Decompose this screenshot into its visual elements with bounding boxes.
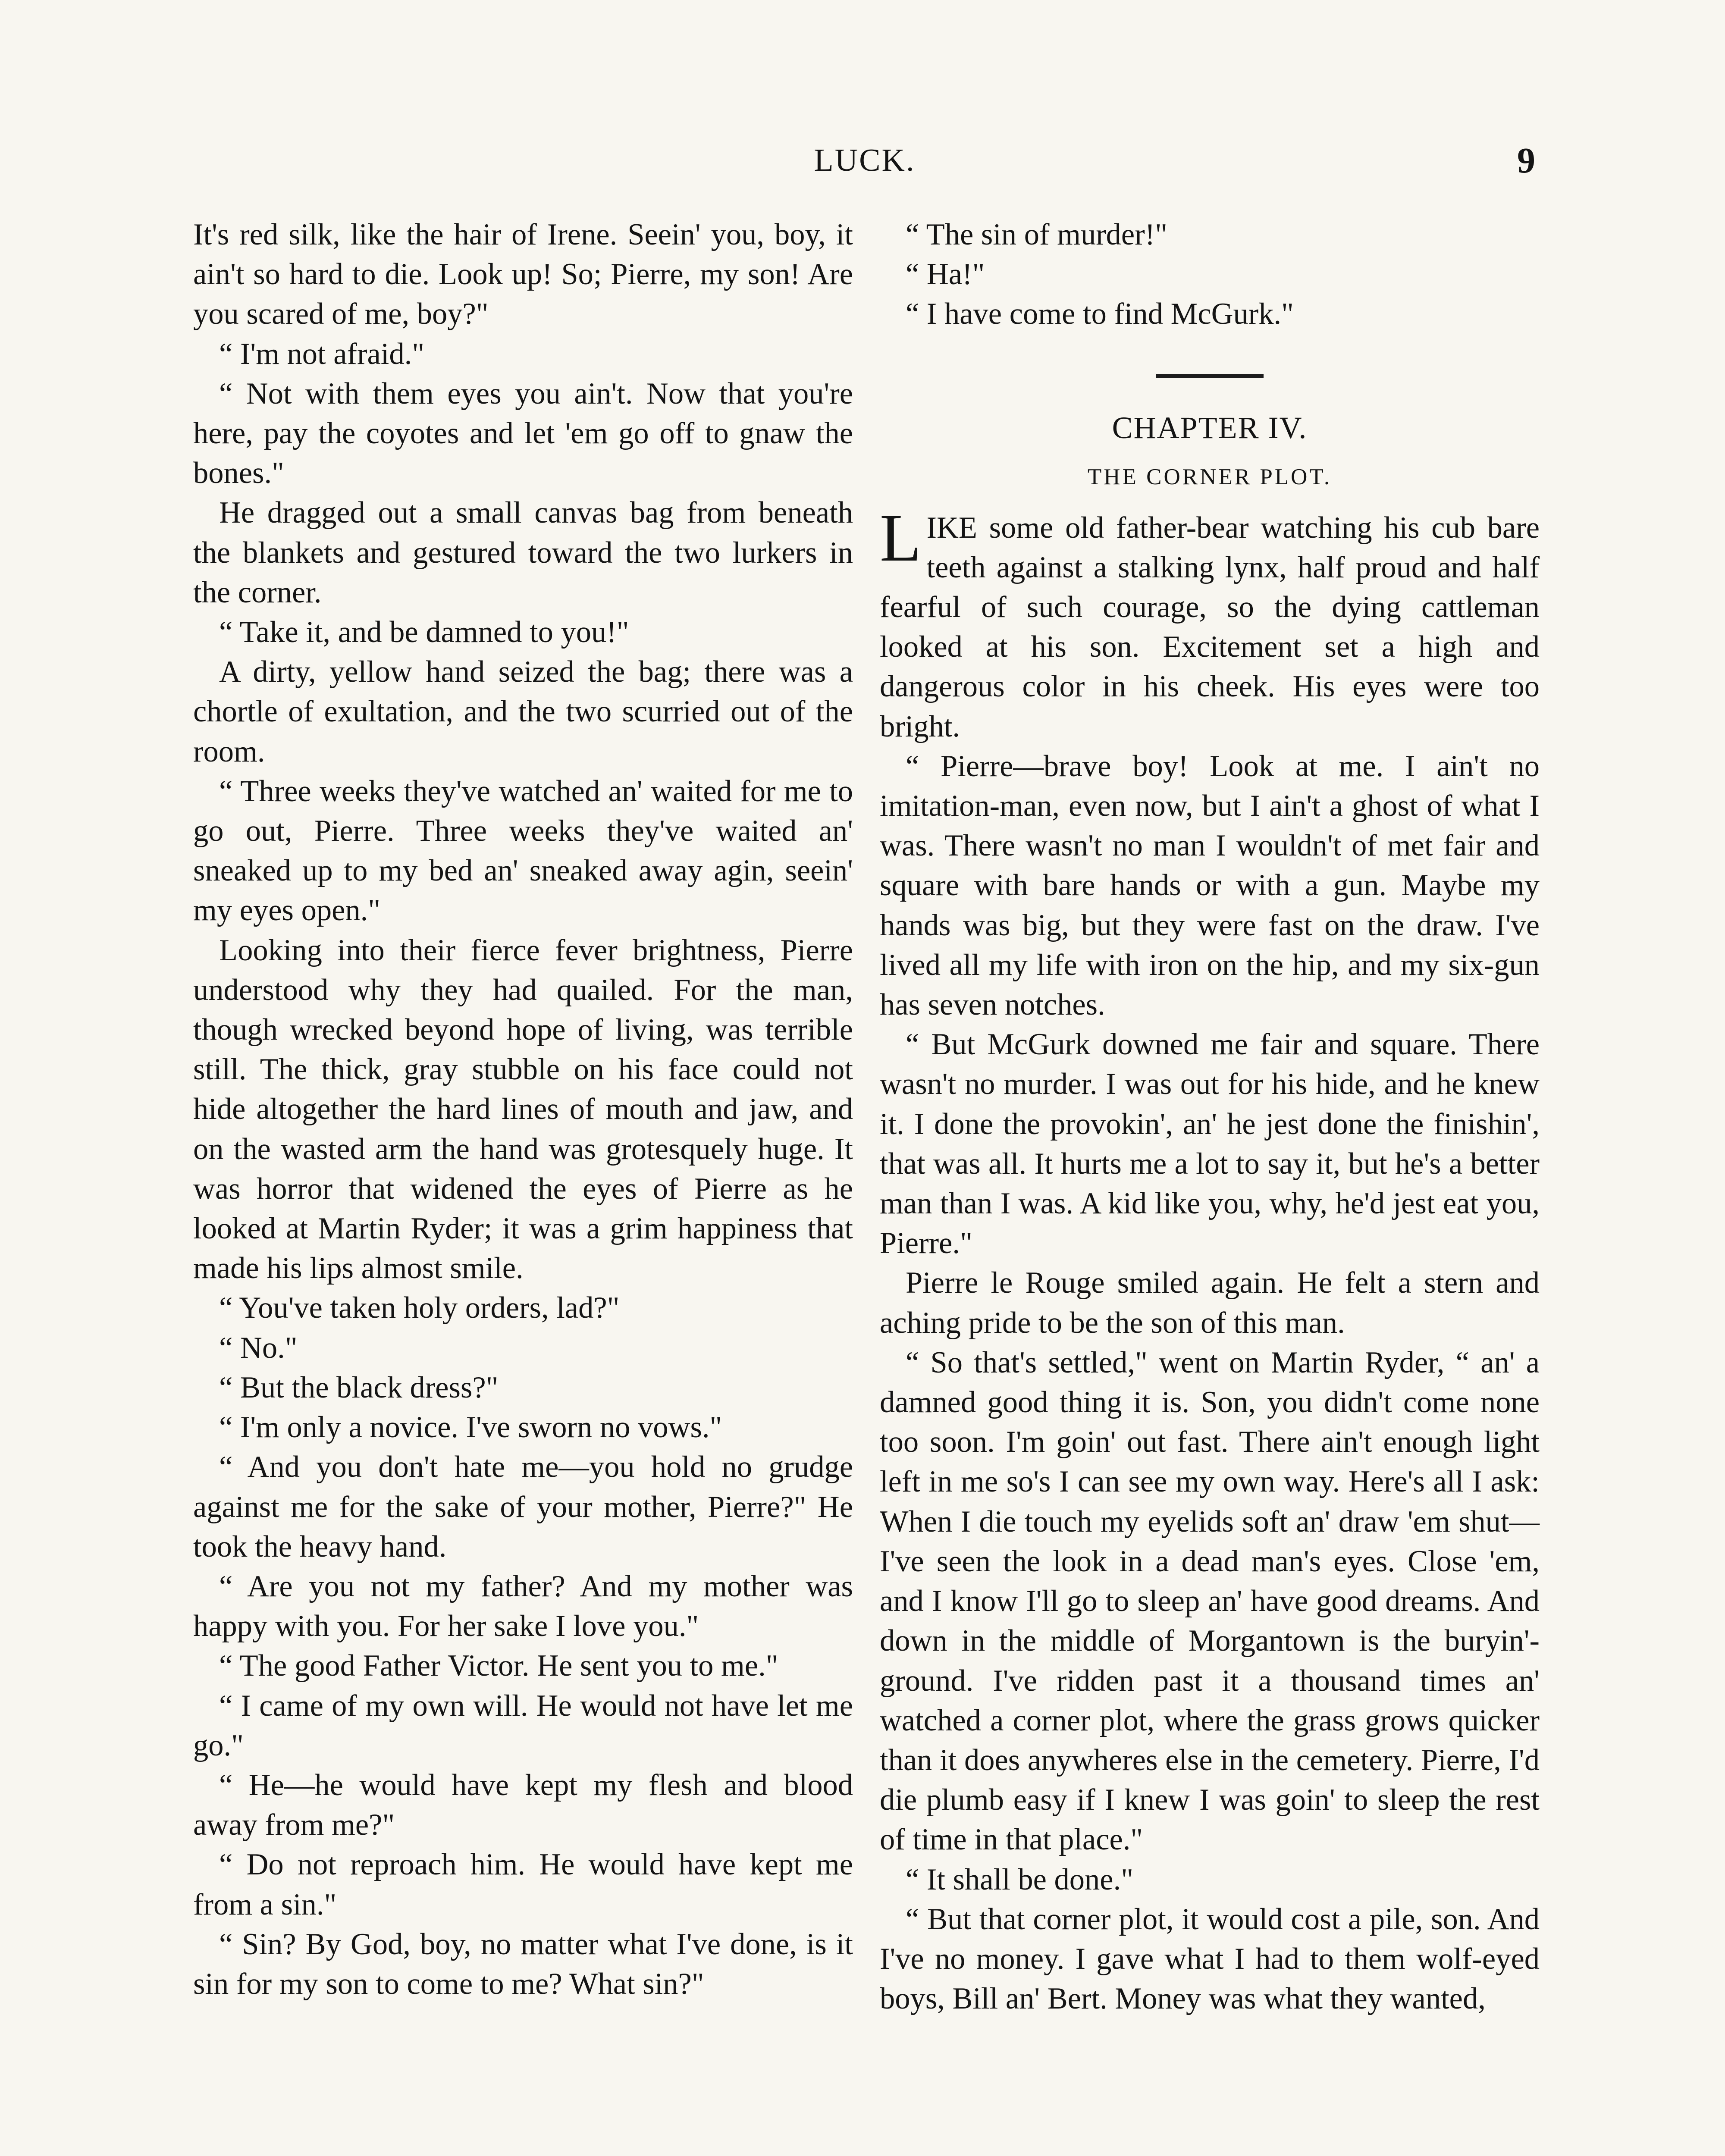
paragraph: “ I'm only a novice. I've sworn no vows." (219, 1410, 722, 1445)
paragraph: “ I'm not afraid." (219, 337, 425, 371)
paragraph: “ You've taken holy orders, lad?" (219, 1291, 620, 1325)
paragraph: “ I have come to find McGurk." (906, 297, 1294, 331)
running-title: LUCK. (814, 143, 916, 178)
paragraph: “ Do not reproach him. He would have kept me from a sin." (193, 1848, 853, 1921)
paragraph: “ It shall be done." (906, 1862, 1133, 1896)
opening-text: IKE some old father-bear watching his cub bare teeth against a stalking lynx, half proud and half fearful of such courage, so the dying cattleman looked at his son. Excitement set a high and dangerous color in his cheek. His eyes were too bright. (880, 511, 1540, 743)
paragraph: “ Take it, and be damned to you!" (219, 615, 629, 649)
paragraph: “ Not with them eyes you ain't. Now that you're here, pay the coyotes and let 'em go off to gnaw the bones." (193, 376, 853, 490)
paragraph: “ The good Father Victor. He sent you to me." (219, 1649, 778, 1683)
page-number: 9 (1517, 141, 1535, 181)
paragraph: “ No." (219, 1331, 298, 1365)
paragraph: “ The sin of murder!" (906, 218, 1167, 251)
opening-paragraph (880, 500, 1540, 746)
paragraph: “ I came of my own will. He would not have let me go." (193, 1689, 853, 1762)
left-column (193, 215, 853, 2004)
chapter-subtitle: THE CORNER PLOT. (1087, 464, 1332, 489)
drop-cap: L (880, 500, 922, 576)
paragraph: Pierre le Rouge smiled again. He felt a stern and aching pride to be the son of this man. (880, 1266, 1540, 1340)
paragraph: “ Three weeks they've watched an' waited for me to go out, Pierre. Three weeks they've waited an' sneaked up to my bed an' sneaked away agin, seein' my eyes open." (193, 774, 853, 928)
paragraph: “ Pierre—brave boy! Look at me. I ain't no imitation-man, even now, but I ain't a ghost of what I was. There wasn't no man I wouldn't of met fair and square with bare hands or with a gun. Maybe my hands was big, but they were fast on the draw. I've lived all my life with iron on the hip, and my six-gun has seven notches. (880, 749, 1540, 1022)
chapter-title: CHAPTER IV. (1112, 410, 1308, 445)
paragraph: “ But that corner plot, it would cost a pile, son. And I've no money. I gave what I had to them wolf-eyed boys, Bill an' Bert. Money was what they wanted, (880, 1902, 1540, 2016)
paragraph: “ But the black dress?" (219, 1370, 499, 1404)
paragraph: “ He—he would have kept my flesh and blood away from me?" (193, 1768, 853, 1842)
paragraph: “ And you don't hate me—you hold no grudge against me for the sake of your mother, Pierre?" He took the heavy hand. (193, 1450, 853, 1564)
paragraph: “ Sin? By God, boy, no matter what I've done, is it sin for my son to come to me? What sin?" (193, 1927, 853, 2001)
paragraph: “ Ha!" (906, 257, 985, 291)
page-header (194, 142, 1535, 190)
paragraph: “ Are you not my father? And my mother was happy with you. For her sake I love you." (193, 1569, 853, 1643)
paragraph: A dirty, yellow hand seized the bag; there was a chortle of exultation, and the two scurried out of the room. (193, 655, 853, 768)
paragraph: “ So that's settled," went on Martin Ryder, “ an' a damned good thing it is. Son, you didn't come none too soon. I'm goin' out fast. There ain't enough light left in me so's I can see my own way. Here's all I ask: When I die touch my eyelids soft an' draw 'em shut—I've seen the look in a dead man's eyes. Close 'em, and I know I'll go to sleep an' have good dreams. And down in the middle of Morgantown is the buryin'-ground. I've ridden past it a thousand times an' watched a corner plot, where the grass grows quicker than it does anywheres else in the cemetery. Pierre, I'd die plumb easy if I knew I was goin' to sleep the rest of time in that place." (880, 1345, 1540, 1857)
right-column (880, 215, 1540, 2018)
paragraph: “ But McGurk downed me fair and square. There wasn't no murder. I was out for his hide, and he knew it. I done the provokin', an' he jest done the finishin', that was all. It hurts me a lot to say it, but he's a better man than I was. A kid like you, why, he'd jest eat you, Pierre." (880, 1028, 1540, 1260)
paragraph: He dragged out a small canvas bag from beneath the blankets and gestured toward the two lurkers in the corner. (193, 496, 853, 609)
section-divider (1156, 374, 1264, 378)
paragraph: Looking into their fierce fever brightness, Pierre understood why they had quailed. For the man, though wrecked beyond hope of living, was terrible still. The thick, gray stubble on his face could not hide altogether the hard lines of mouth and jaw, and on the wasted arm the hand was grotesquely huge. It was horror that widened the eyes of Pierre as he looked at Martin Ryder; it was a grim happiness that made his lips almost smile. (193, 933, 853, 1285)
paragraph: It's red silk, like the hair of Irene. Seein' you, boy, it ain't so hard to die. Look up! So; Pierre, my son! Are you scared of me, boy?" (193, 218, 853, 331)
